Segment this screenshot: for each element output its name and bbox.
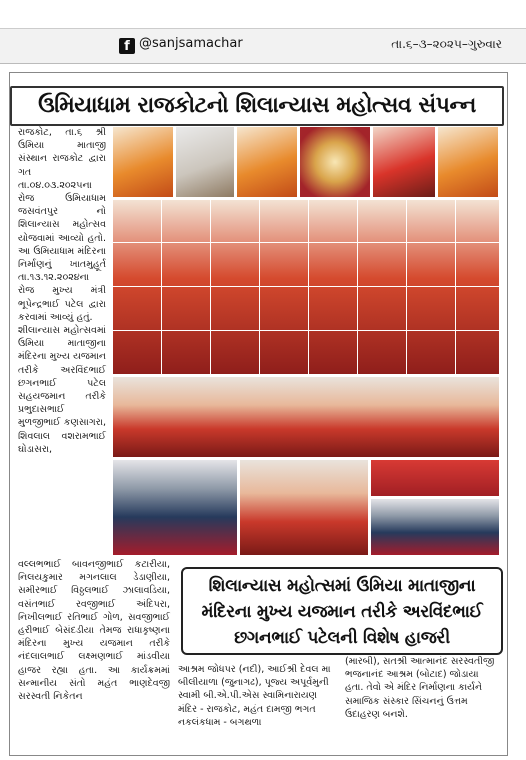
left-column-text xyxy=(18,126,106,456)
photo-saint-2 xyxy=(236,126,298,198)
page-top-margin xyxy=(0,0,526,28)
photo-ritual-center xyxy=(239,459,369,556)
photo-speaker xyxy=(175,126,235,198)
highlight-box xyxy=(181,567,503,655)
social-handle[interactable]: @sanjsamachar xyxy=(139,36,243,51)
highlight-line-3: છગનભાઈ પટેલની વિશેષ હાજરી xyxy=(234,628,450,648)
photo-guests-grid xyxy=(112,199,500,375)
photo-altar-left xyxy=(112,459,238,556)
highlight-line-2: મંદિરના મુખ્ય યજમાન તરીકે અરવિંદભાઈ xyxy=(201,602,483,622)
bottom-right-text: (મારબી), સતશ્રી આત્માનંદ સરસ્વતીજી ભજનાનંદ આશ્રમ (બોટાદ) જોડાયા હતા. તેવો એ મંદિર નિર્માણના કાર્યને સમાજિક સંસ્કાર સિંચનનું ઉત્તમ ઉદાહરણ બનશે. xyxy=(345,656,495,720)
photo-rangoli xyxy=(299,126,371,198)
bottom-left-text: વલ્લભભાઈ બાવનજીભાઈ કટારીયા, નિલયકુમાર મગનલાલ ડેડાણીયા, સમીરભાઈ વિઠ્ઠલભાઈ ઝાલાવડિયા, વસંતભાઈ રવજીભાઈ અંદિપરા, નિખીલભાઈ રતિભાઈ ગોળ, સવજીભાઈ હરીભાઈ બેસંદડીયા તેમજ રાધાકૃષ્ણના મંદિરના મુખ્ય યજમાન તરીકે નંદલાલભાઈ લક્ષ્મણભાઈ માંડવીયા હાજર રહ્યા હતા. આ કાર્યક્રમમાં સન્માનીય સંતો મહંત ભાણદેવજી સરસ્વતી નિકેતન xyxy=(18,559,170,703)
photo-saint-1 xyxy=(112,126,174,198)
photo-saint-3 xyxy=(437,126,499,198)
photo-altar-right xyxy=(370,498,500,556)
photo-banner xyxy=(370,459,500,497)
paragraph-hosts: શીલાન્યાસ મહોત્સવમાં ઉમિયા માતાજીના મંદિરના મુખ્ય યજમાન તરીકે અરવિંદભાઈ છગનભાઈ પટેલ સહયજમાન તરીકે પ્રભુદાસભાઈ મુળજીભાઈ કણસાગરા, શિવલાલ વશરામભાઈ ઘોડાસરા, xyxy=(18,325,106,455)
bottom-middle-text: આશ્રમ જોધપર (નદી), આઈશ્રી દેવલ મા બીલીયાળા (જુનાગઢ), પૂજ્ય અપૂર્વમુની સ્વામી બી.એ.પી.એસ સ્વામિનારાયણ મંદિર - રાજકોટ, મહંત દામજી ભગત નકલંકધામ - બગથળા xyxy=(178,664,331,728)
masthead xyxy=(0,28,526,64)
photo-stage-guests xyxy=(112,376,500,458)
photo-woman-speaker xyxy=(372,126,436,198)
facebook-icon[interactable]: f xyxy=(119,38,135,54)
highlight-line-1: શિલાન્યાસ મહોત્સમાં ઉમિયા માતાજીના xyxy=(208,576,476,596)
paragraph-intro: રાજકોટ, તા.૬ શ્રી ઉમિયા માતાજી સંસ્થાન રાજકોટ દ્વારા ગત તા.૦૪.૦૩.૨૦૨૫ના રોજ ઉમિયાધામ જસવંતપુર નો શિલાન્યાસ મહોત્સવ યોજવામાં આવ્યો હતો. આ ઉમિયાધામ મંદિરના નિર્માણનું ખાતમુહૂર્ત તા.૧૩.૧૨.૨૦૨૪ના રોજ મુખ્ય મંત્રી ભૂપેન્દ્રભાઈ પટેલ દ્વારા કરવામાં આવ્યું હતું. xyxy=(18,127,106,323)
article-headline: ઉમિયાધામ રાજકોટનો શિલાન્યાસ મહોત્સવ સંપન્ન xyxy=(10,86,504,126)
photo-collage xyxy=(112,126,500,556)
issue-date: તા.૬–૩–૨૦૨૫–ગુરુવાર xyxy=(391,37,502,51)
